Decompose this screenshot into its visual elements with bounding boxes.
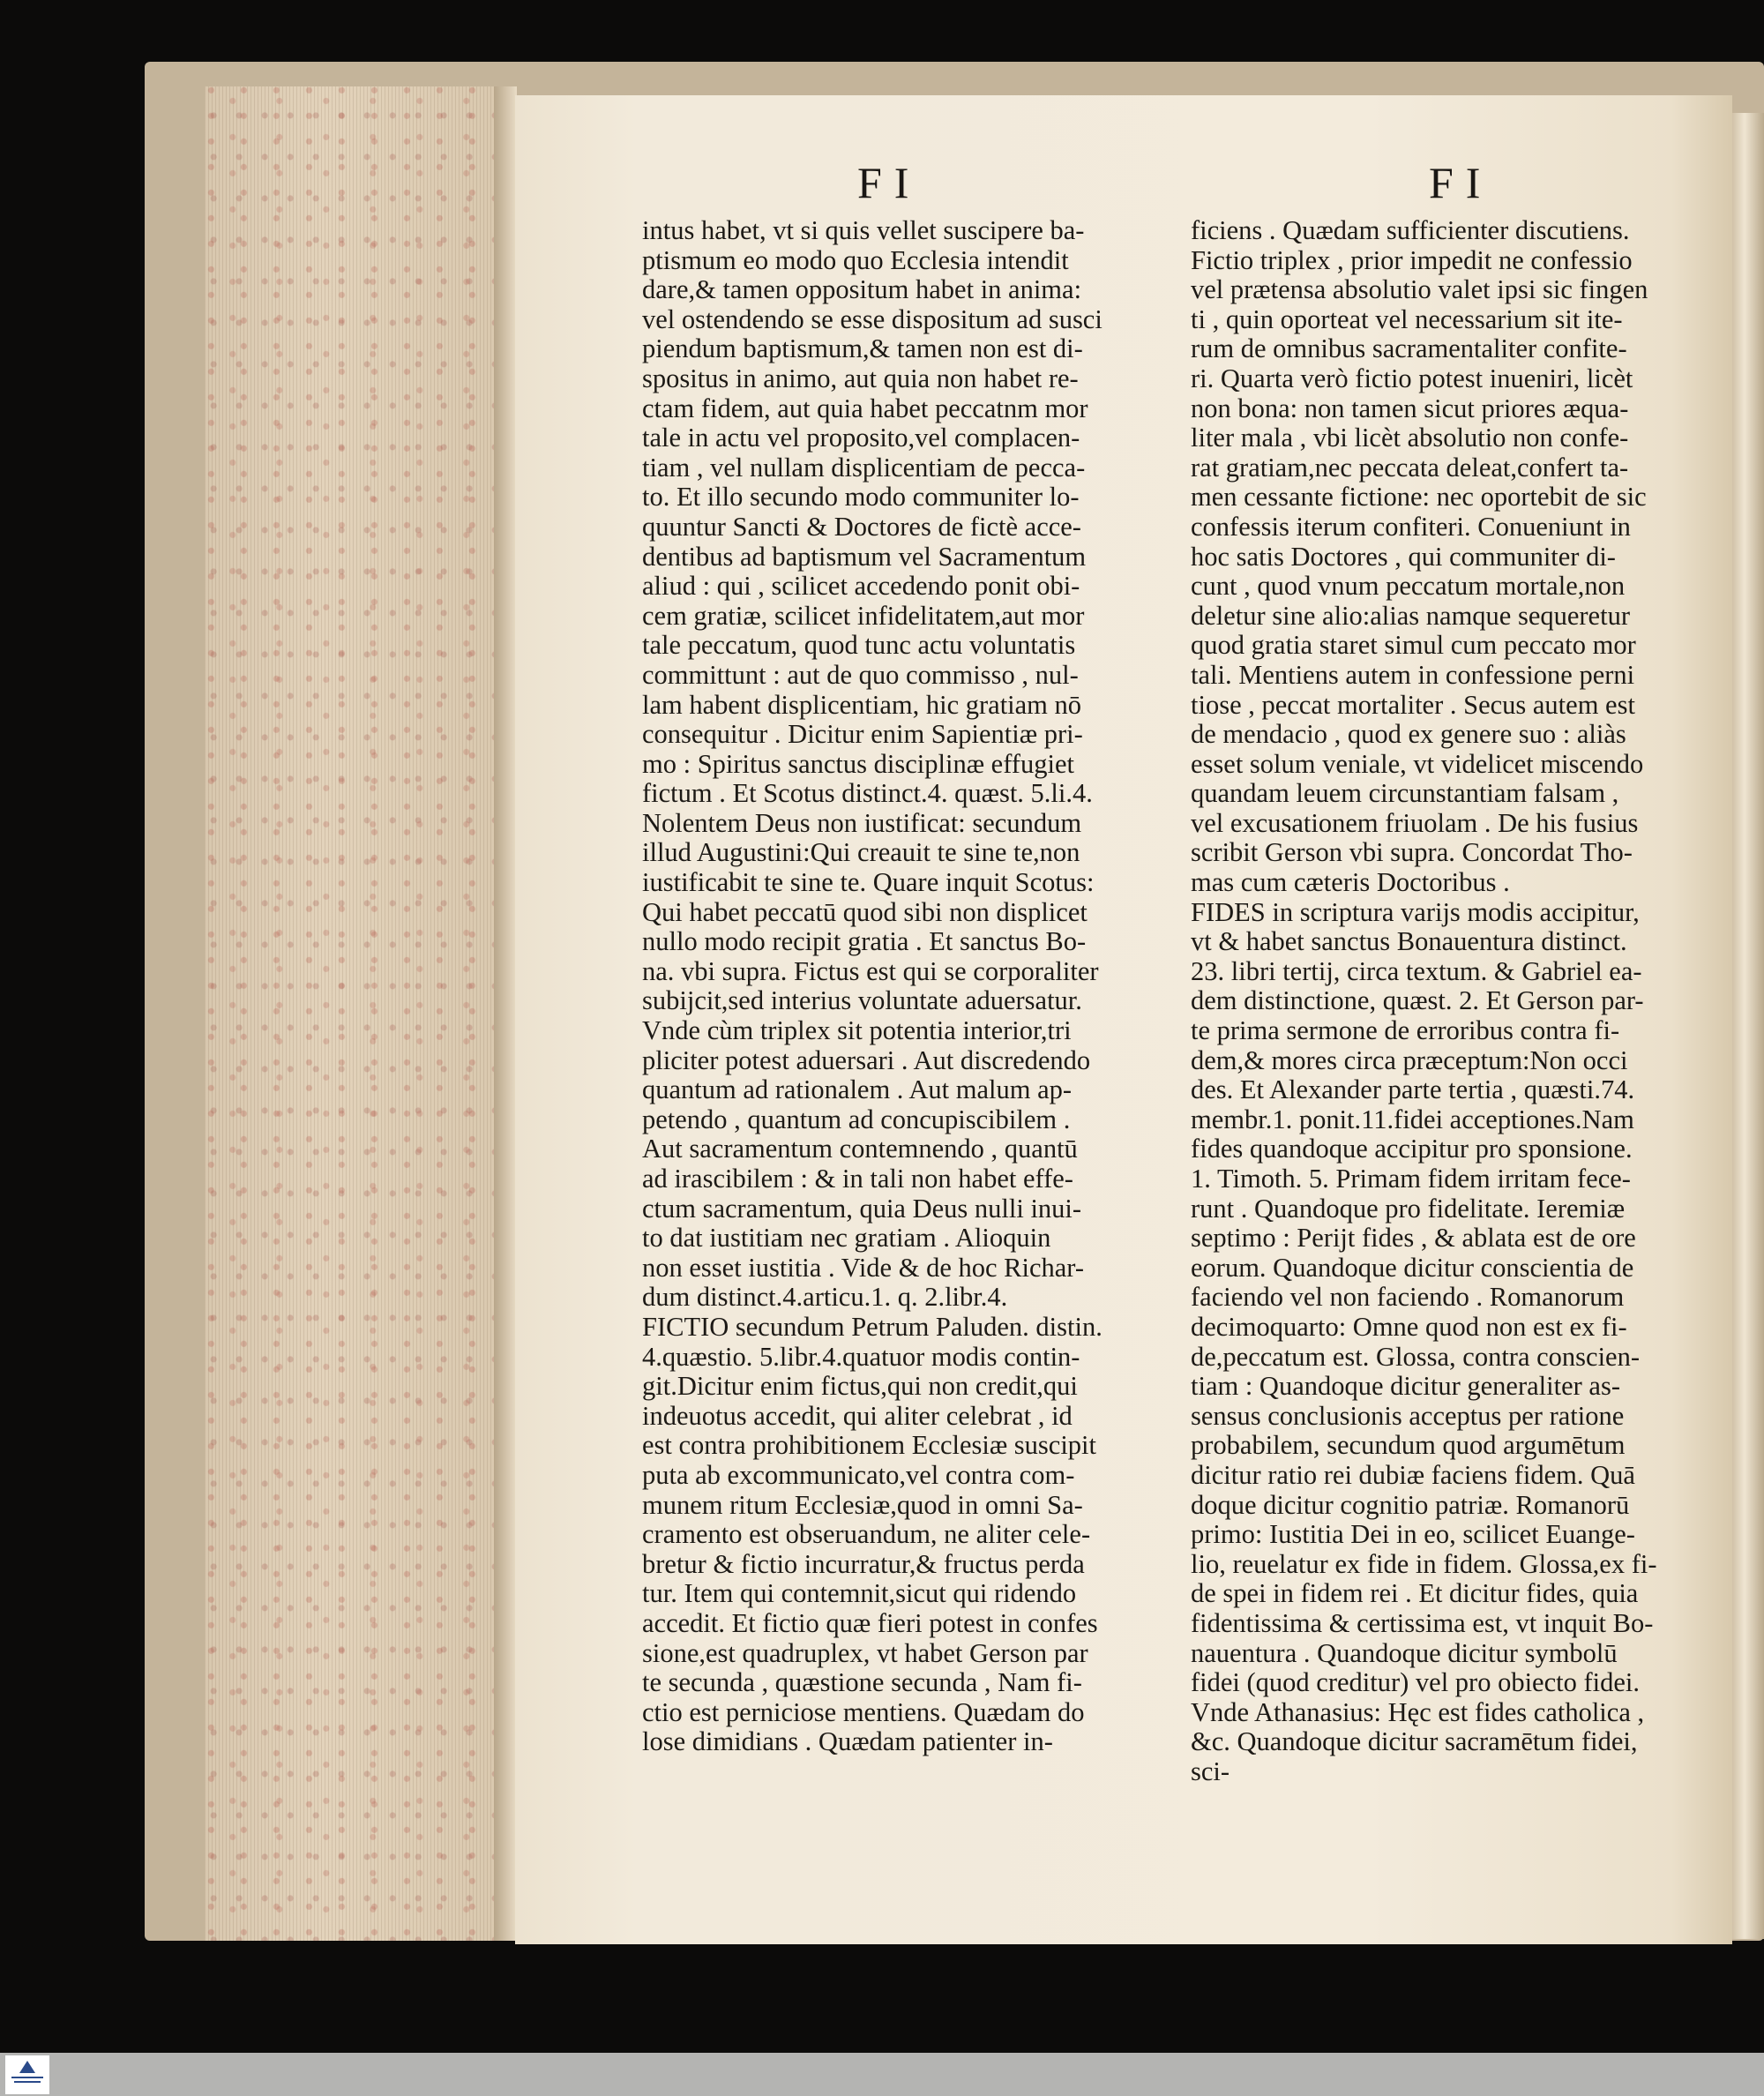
text-line: fictum . Et Scotus distinct.4. quæst. 5.li.4. xyxy=(642,778,1093,809)
text-line: te prima sermone de erroribus contra fi- xyxy=(1191,1015,1620,1046)
text-line: ptismum eo modo quo Ecclesia intendit xyxy=(642,244,1069,275)
text-line: dum distinct.4.articu.1. q. 2.libr.4. xyxy=(642,1282,1008,1313)
text-line: committunt : aut de quo commisso , nul- xyxy=(642,659,1079,690)
left-text-column xyxy=(642,216,1189,1757)
book-fore-edge xyxy=(205,86,505,1941)
text-line: lio, reuelatur ex fide in fidem. Glossa,ex fi- xyxy=(1191,1548,1657,1579)
text-line: FIDES in scriptura varijs modis accipitur, xyxy=(1191,896,1640,927)
text-line: quandam leuem circunstantiam falsam , xyxy=(1191,778,1619,809)
text-line: faciendo vel non faciendo . Romanorum xyxy=(1191,1282,1625,1313)
text-line: Fictio triplex , prior impedit ne confessio xyxy=(1191,244,1633,275)
text-line: to dat iustitiam nec gratiam . Alioquin xyxy=(642,1223,1051,1254)
text-line: tale in actu vel proposito,vel complacen- xyxy=(642,423,1080,453)
text-line: subijcit,sed interius voluntate aduersatur. xyxy=(642,985,1082,1016)
text-line: dem,& mores circa præceptum:Non occi xyxy=(1191,1044,1628,1075)
text-line: na. vbi supra. Fictus est qui se corporaliter xyxy=(642,955,1099,986)
text-line: sci- xyxy=(1191,1755,1230,1786)
library-logo xyxy=(5,2055,49,2094)
text-line: intus habet, vt si quis vellet suscipere ba- xyxy=(642,215,1085,245)
text-line: puta ab excommunicato,vel contra com- xyxy=(642,1459,1075,1490)
text-line: hoc satis Doctores , qui communiter di- xyxy=(1191,541,1616,572)
text-line: fidentissima & certissima est, vt inquit Bo- xyxy=(1191,1607,1654,1638)
text-line: runt . Quandoque pro fidelitate. Ieremiæ xyxy=(1191,1193,1626,1224)
text-line: Vnde Athanasius: Hęc est fides catholica , xyxy=(1191,1696,1645,1727)
text-line: dem distinctione, quæst. 2. Et Gerson par- xyxy=(1191,985,1644,1016)
text-line: tiam , vel nullam displicentiam de pecca- xyxy=(642,452,1086,483)
text-line: aliud : qui , scilicet accedendo ponit obi- xyxy=(642,571,1080,602)
text-line: vt & habet sanctus Bonauentura distinct. xyxy=(1191,926,1627,957)
text-line: fidei (quod creditur) vel pro obiecto fidei. xyxy=(1191,1667,1640,1698)
text-line: scribit Gerson vbi supra. Concordat Tho- xyxy=(1191,837,1633,868)
text-line: spositus in animo, aut quia non habet re- xyxy=(642,363,1079,393)
text-line: dentibus ad baptismum vel Sacramentum xyxy=(642,541,1087,572)
text-line: illud Augustini:Qui creauit te sine te,non xyxy=(642,837,1080,868)
text-line: Vnde cùm triplex sit potentia interior,tri xyxy=(642,1015,1072,1046)
text-line: non esset iustitia . Vide & de hoc Richar- xyxy=(642,1252,1084,1283)
text-line: vel ostendendo se esse dispositum ad susci xyxy=(642,303,1102,334)
text-line: munem ritum Ecclesiæ,quod in omni Sa- xyxy=(642,1489,1083,1520)
text-line: nauentura . Quandoque dicitur symbolū xyxy=(1191,1637,1618,1668)
right-text-column xyxy=(1191,216,1692,1786)
text-line: sione,est quadruplex, vt habet Gerson par xyxy=(642,1637,1088,1668)
text-line: sensus conclusionis acceptus per ratione xyxy=(1191,1400,1625,1431)
text-line: est contra prohibitionem Ecclesiæ suscipit xyxy=(642,1430,1097,1461)
text-line: confessis iterum confiteri. Conueniunt in xyxy=(1191,511,1631,542)
text-line: ficiens . Quædam sufficienter discutiens. xyxy=(1191,215,1630,245)
text-line: mas cum cæteris Doctoribus . xyxy=(1191,867,1510,898)
text-line: nullo modo recipit gratia . Et sanctus Bo- xyxy=(642,926,1087,957)
text-line: septimo : Perijt fides , & ablata est de ore xyxy=(1191,1223,1636,1254)
text-line: ri. Quarta verò fictio potest inueniri, licèt xyxy=(1191,363,1633,393)
text-line: decimoquarto: Omne quod non est ex fi- xyxy=(1191,1311,1627,1342)
text-line: ctio est perniciose mentiens. Quædam do xyxy=(642,1696,1085,1727)
text-line: esset solum veniale, vt videlicet miscendo xyxy=(1191,748,1644,779)
text-line: probabilem, secundum quod argumētum xyxy=(1191,1430,1626,1461)
text-line: cramento est obseruandum, ne aliter cele- xyxy=(642,1519,1091,1550)
text-line: piendum baptismum,& tamen non est di- xyxy=(642,333,1083,364)
text-line: quuntur Sancti & Doctores de fictè acce- xyxy=(642,511,1081,542)
text-line: vel excusationem friuolam . De his fusius xyxy=(1191,807,1639,838)
text-line: de mendacio , quod ex genere suo : aliàs xyxy=(1191,719,1626,750)
text-line: membr.1. ponit.11.fidei acceptiones.Nam xyxy=(1191,1104,1634,1134)
text-line: ctum sacramentum, quia Deus nulli inui- xyxy=(642,1193,1082,1224)
text-line: tiose , peccat mortaliter . Secus autem est xyxy=(1191,689,1635,720)
text-line: fides quandoque accipitur pro sponsione. xyxy=(1191,1134,1633,1164)
text-line: lose dimidians . Quædam patienter in- xyxy=(642,1726,1053,1757)
running-head-left: FI xyxy=(857,158,922,207)
text-line: ctam fidem, aut quia habet peccatnm mor xyxy=(642,393,1088,423)
text-line: pliciter potest aduersari . Aut discredendo xyxy=(642,1044,1091,1075)
text-line: 1. Timoth. 5. Primam fidem irritam fece- xyxy=(1191,1164,1631,1194)
text-line: tur. Item qui contemnit,sicut qui ridendo xyxy=(642,1578,1077,1609)
text-line: Qui habet peccatū quod sibi non displicet xyxy=(642,896,1088,927)
text-line: tali. Mentiens autem in confessione perni xyxy=(1191,659,1635,690)
text-line: quod gratia staret simul cum peccato mor xyxy=(1191,630,1636,661)
text-line: te secunda , quæstione secunda , Nam fi- xyxy=(642,1667,1082,1698)
text-line: to. Et illo secundo modo communiter lo- xyxy=(642,482,1080,513)
text-line: dare,& tamen oppositum habet in anima: xyxy=(642,274,1082,305)
text-line: quantum ad rationalem . Aut malum ap- xyxy=(642,1074,1073,1105)
text-line: eorum. Quandoque dicitur conscientia de xyxy=(1191,1252,1634,1283)
text-line: dicitur ratio rei dubiæ faciens fidem. Quā xyxy=(1191,1459,1635,1490)
text-line: indeuotus accedit, qui aliter celebrat , id xyxy=(642,1400,1073,1431)
text-line: liter mala , vbi licèt absolutio non confe- xyxy=(1191,423,1629,453)
facing-page-edge xyxy=(1729,113,1764,1939)
logo-icon xyxy=(19,2061,35,2073)
text-line: cunt , quod vnum peccatum mortale,non xyxy=(1191,571,1626,602)
running-head-right: FI xyxy=(1429,158,1493,207)
text-line: lam habent displicentiam, hic gratiam nō xyxy=(642,689,1082,720)
text-line: FICTIO secundum Petrum Paluden. distin. xyxy=(642,1311,1102,1342)
text-line: petendo , quantum ad concupiscibilem . xyxy=(642,1104,1071,1134)
text-line: vel prætensa absolutio valet ipsi sic fingen xyxy=(1191,274,1648,305)
text-line: primo: Iustitia Dei in eo, scilicet Euange- xyxy=(1191,1519,1635,1550)
text-line: accedit. Et fictio quæ fieri potest in confes xyxy=(642,1607,1098,1638)
text-line: &c. Quandoque dicitur sacramētum fidei, xyxy=(1191,1726,1638,1757)
text-line: de spei in fidem rei . Et dicitur fides, quia xyxy=(1191,1578,1639,1609)
text-line: bretur & fictio incurratur,& fructus perda xyxy=(642,1548,1085,1579)
text-line: 23. libri tertij, circa textum. & Gabriel ea- xyxy=(1191,955,1642,986)
text-line: doque dicitur cognitio patriæ. Romanorū xyxy=(1191,1489,1630,1520)
text-line: Aut sacramentum contemnendo , quantū xyxy=(642,1134,1078,1164)
text-line: men cessante fictione: nec oportebit de sic xyxy=(1191,482,1647,513)
text-line: de,peccatum est. Glossa, contra conscien- xyxy=(1191,1341,1640,1372)
viewer-bottom-bar xyxy=(0,2053,1764,2096)
text-line: tale peccatum, quod tunc actu voluntatis xyxy=(642,630,1076,661)
text-line: rum de omnibus sacramentaliter confite- xyxy=(1191,333,1627,364)
text-line: Nolentem Deus non iustificat: secundum xyxy=(642,807,1082,838)
text-line: cem gratiæ, scilicet infidelitatem,aut mor xyxy=(642,600,1085,631)
page-gutter-shadow xyxy=(494,86,517,1941)
text-line: 4.quæstio. 5.libr.4.quatuor modis contin- xyxy=(642,1341,1080,1372)
text-line: non bona: non tamen sicut priores æqua- xyxy=(1191,393,1629,423)
text-line: des. Et Alexander parte tertia , quæsti.74. xyxy=(1191,1074,1635,1105)
text-line: ti , quin oporteat vel necessarium sit ite- xyxy=(1191,303,1623,334)
text-line: consequitur . Dicitur enim Sapientiæ pri- xyxy=(642,719,1083,750)
text-line: iustificabit te sine te. Quare inquit Scotus: xyxy=(642,867,1095,898)
text-line: mo : Spiritus sanctus disciplinæ effugiet xyxy=(642,748,1074,779)
text-line: ad irascibilem : & in tali non habet effe- xyxy=(642,1164,1073,1194)
text-line: tiam : Quandoque dicitur generaliter as- xyxy=(1191,1371,1620,1402)
text-line: rat gratiam,nec peccata deleat,confert ta- xyxy=(1191,452,1629,483)
text-line: git.Dicitur enim fictus,qui non credit,qui xyxy=(642,1371,1078,1402)
text-line: deletur sine alio:alias namque sequeretur xyxy=(1191,600,1630,631)
